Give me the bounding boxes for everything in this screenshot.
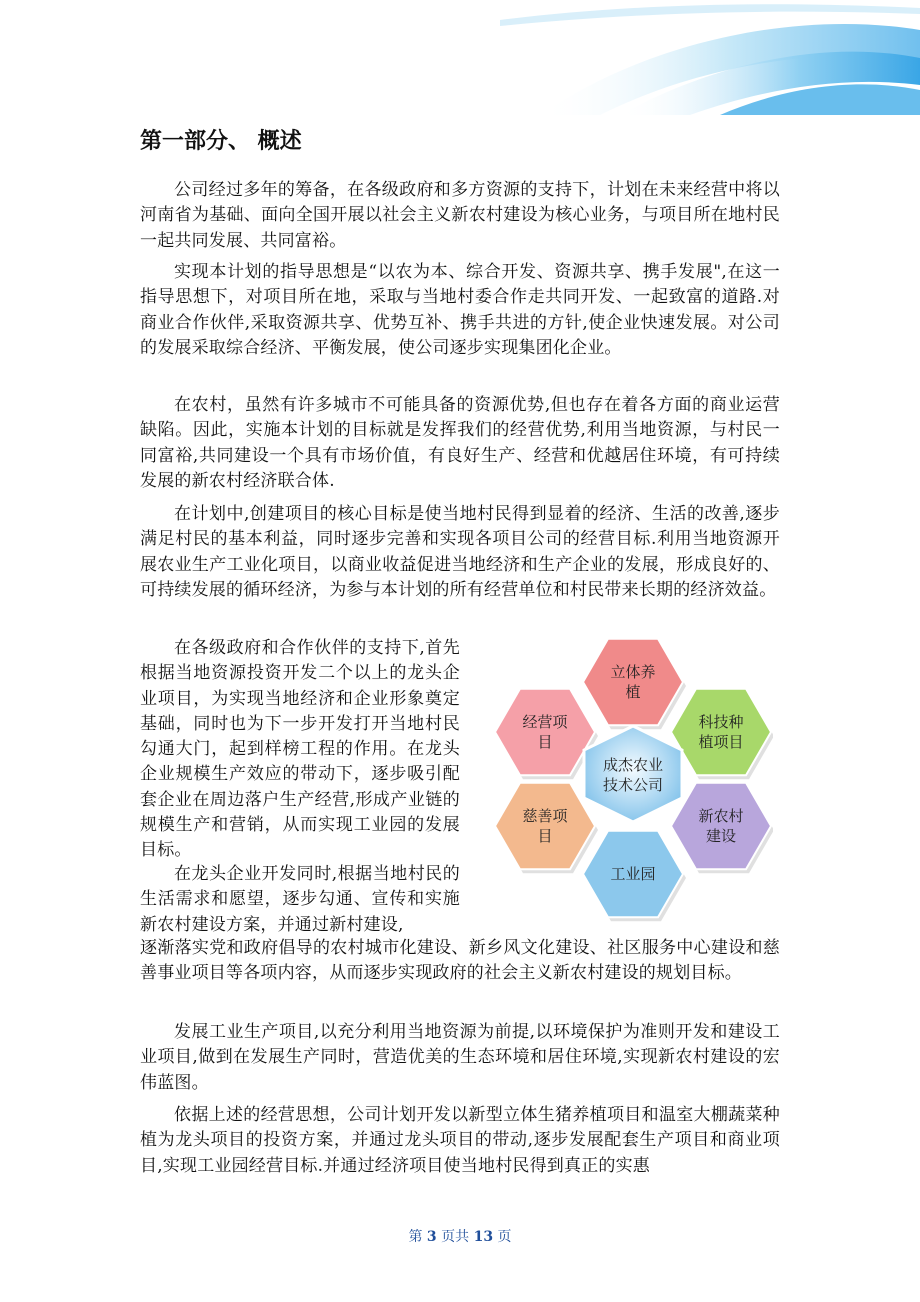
paragraph-1: 公司经过多年的筹备，在各级政府和多方资源的支持下，计划在未来经营中将以河南省为基础、面向全国开展以社会主义新农村建设为核心业务，与项目所在地村民一起共同发展、共同富裕。 (140, 180, 780, 251)
footer-total-pages: 13 (473, 1229, 494, 1245)
hex-label: 植 (625, 683, 641, 701)
paragraph-5: 在各级政府和合作伙伴的支持下,首先根据当地资源投资开发二个以上的龙头企业项目，为实现当地经济和企业形象奠定基础，同时也为下一步开发打开当地村民勾通大门，起到样榜工程的作用。在龙头企业规模生产效应的带动下，逐步吸引配套企业在周边落户生产经营,形成产业链的规模生产和营销，从而实现工业园的发展目标。 (140, 638, 460, 861)
hex-label: 经营项 (522, 713, 568, 731)
paragraph-6-continued: 逐渐落实党和政府倡导的农村城市化建设、新乡风文化建设、社区服务中心建设和慈善事业项目等各项内容，从而逐步实现政府的社会主义新农村建设的规划目标。 (140, 938, 780, 984)
hex-label: 目 (537, 827, 553, 845)
node-new-village (671, 783, 773, 874)
hex-label: 新农村 (698, 807, 744, 825)
footer-middle: 页共 (441, 1229, 470, 1245)
hex-label: 植项目 (698, 733, 744, 751)
business-hexagon-diagram (493, 630, 773, 922)
center-hexagon (584, 726, 682, 822)
paragraph-3: 在农村，虽然有许多城市不可能具备的资源优势,但也存在着各方面的商业运营缺陷。因此，实施本计划的目标就是发挥我们的经营优势,利用当地资源，与村民一同富裕,共同建设一个具有市场价值，有良好生产、经营和优越居住环境，有可持续发展的新农村经济联合体. (140, 395, 780, 491)
section-heading: 第一部分、 概述 (140, 129, 302, 154)
paragraph-8: 依据上述的经营思想，公司计划开发以新型立体生猪养植项目和温室大棚蔬菜种植为龙头项目的投资方案，并通过龙头项目的带动,逐步发展配套生产项目和商业项目,实现工业园经营目标.并通过经济项目使当地村民得到真正的实惠 (140, 1105, 780, 1176)
hex-label: 慈善项 (522, 807, 568, 825)
center-label-line-2: 技术公司 (602, 776, 664, 794)
hex-label: 工业园 (610, 865, 656, 883)
paragraph-2: 实现本计划的指导思想是“以农为本、综合开发、资源共享、携手发展",在这一指导思想下，对项目所在地，采取与当地村委合作走共同开发、一起致富的道路.对商业合作伙伴,采取资源共享、优势互补、携手共进的方针,使企业快速发展。对公司的发展采取综合经济、平衡发展，使公司逐步实现集团化企业。 (140, 262, 780, 358)
hex-label: 科技种 (698, 713, 744, 731)
node-industrial-park (583, 831, 686, 922)
paragraph-7: 发展工业生产项目,以充分利用当地资源为前提,以环境保护为准则开发和建设工业项目,做到在发展生产同时，营造优美的生态环境和居住环境,实现新农村建设的宏伟蓝图。 (140, 1022, 780, 1093)
node-tech-planting (671, 689, 773, 780)
footer-page-number: 3 (426, 1229, 437, 1245)
page-footer (0, 1226, 920, 1246)
center-label-line-1: 成杰农业 (602, 756, 664, 774)
paragraph-4: 在计划中,创建项目的核心目标是使当地村民得到显着的经济、生活的改善,逐步满足村民的基本利益，同时逐步完善和实现各项目公司的经营目标.利用当地资源开展农业生产工业化项目，以商业收益促进当地经济和生产企业的发展，形成良好的、可持续发展的循环经济，为参与本计划的所有经营单位和村民带来长期的经济效益。 (140, 504, 780, 600)
header-wave-decoration (500, 0, 920, 115)
paragraph-6: 在龙头企业开发同时,根据当地村民的生活需求和愿望，逐步勾通、宣传和实施新农村建设方案，并通过新村建设, (140, 864, 460, 935)
footer-suffix: 页 (497, 1229, 512, 1245)
hex-label: 立体养 (610, 663, 656, 681)
hex-label: 目 (537, 733, 553, 751)
hex-label: 建设 (705, 827, 737, 845)
footer-prefix: 第 (408, 1229, 423, 1245)
node-breeding (583, 639, 686, 730)
